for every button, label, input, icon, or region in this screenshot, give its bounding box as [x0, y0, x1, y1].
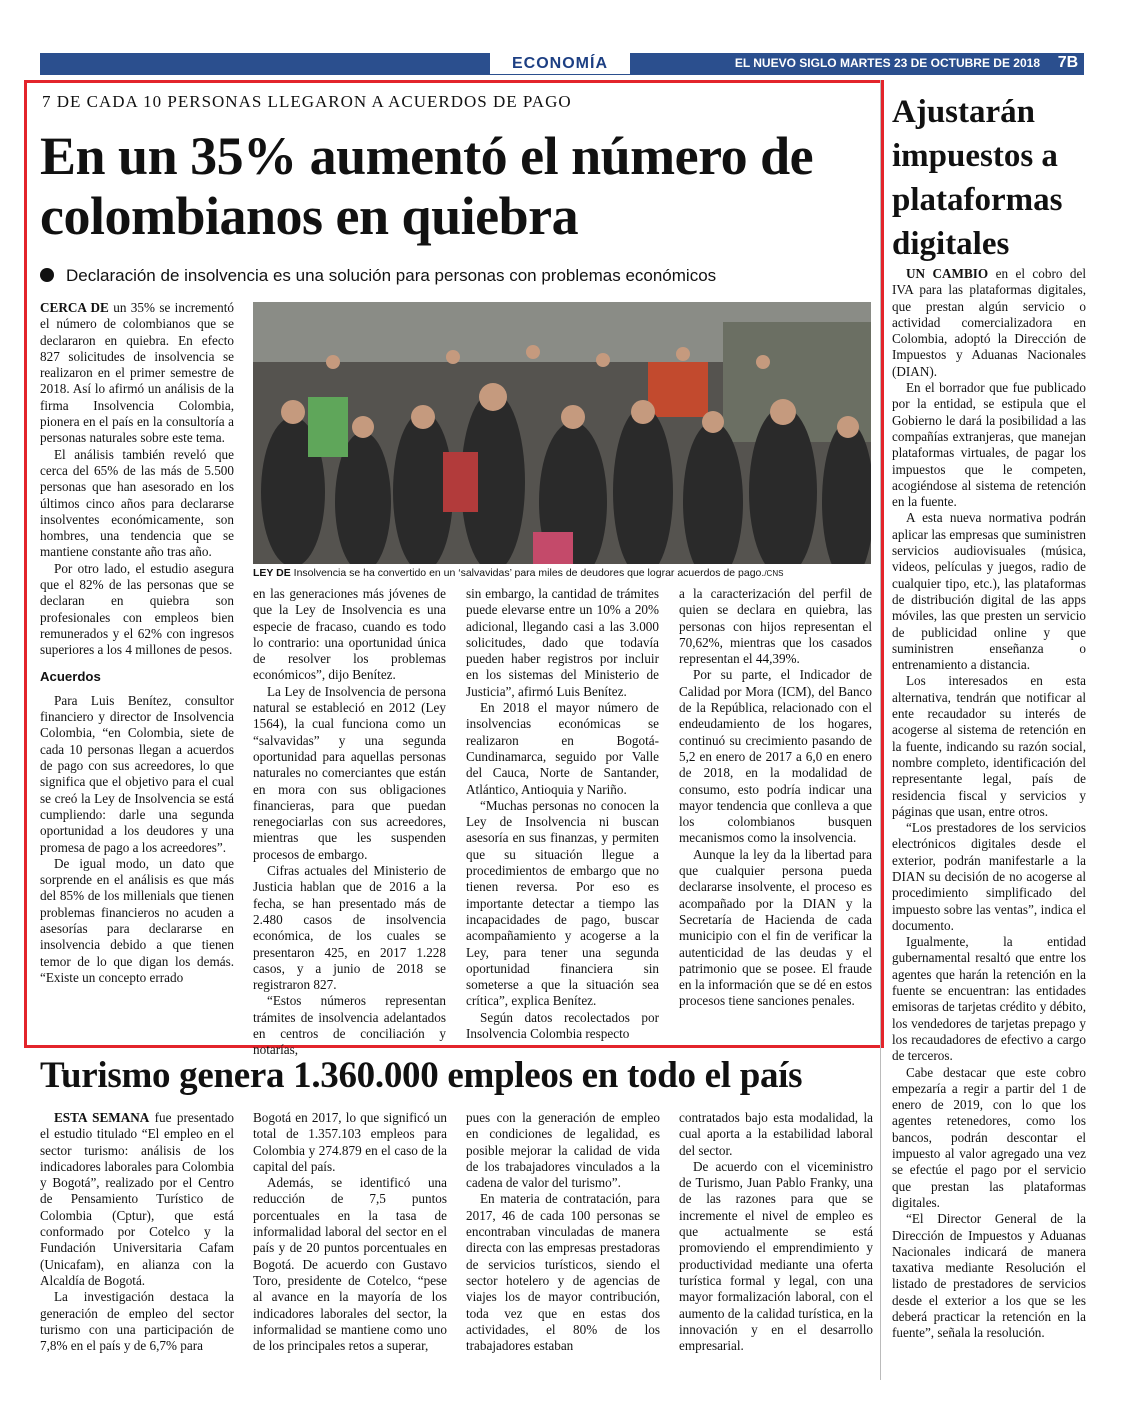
paragraph: La investigación destaca la generación de empleo del sector turismo con una participación de 7,8% en el país y de 6,7% para: [40, 1289, 234, 1354]
crowd-photo: [253, 302, 871, 564]
lead-word: UN CAMBIO: [906, 266, 989, 281]
subheading: Acuerdos: [40, 668, 101, 684]
paragraph: Los interesados en esta alternativa, tendrán que notificar al ente recaudador su interés de acogerse al sistema de retención en la fuente, indicando su razón social, nombre completo, identificación del representante legal, país de residencia fiscal y servicios y páginas que usan, entre otros.: [892, 673, 1086, 819]
paragraph: Según datos recolectados por Insolvencia Colombia respecto: [466, 1009, 659, 1042]
paragraph: Por su parte, el Indicador de Calidad por Mora (ICM), del Banco de la República, relacionado con el endeudamiento de los hogares, continuó su crecimiento pasando de 5,2 en enero de 2017 a 6,0 en enero de 2018, en la modalidad de consumo, esto podría indicar una mayor tendencia que conlleva a que los colombianos busquen mecanismos como la insolvencia.: [679, 667, 872, 846]
column-divider: [880, 80, 881, 1380]
tourism-column-4: [679, 1110, 873, 1354]
paragraph: CERCA DE un 35% se incrementó el número de colombianos que se declararon en quiebra. En efecto 827 solicitudes de insolvencia se realizaron en el primer semestre de 2018. Así lo afirmó un análisis de la firma Insolvencia Colombia, pionera en el país en la consultoría a personas naturales sobre este tema.: [40, 300, 234, 446]
paragraph: El análisis también reveló que cerca del 65% de las más de 5.500 personas que han asesorado en los últimos cinco años para declararse insolventes económicamente, son hombres, una tendencia que se mantiene constante año tras año.: [40, 446, 234, 560]
paragraph: De igual modo, un dato que sorprende en el análisis es que más del 85% de los millenials que tienen problemas financieros no acuden a asesorías para declararse en insolvencia debido a que tienen temor de lo que digan los demás. “Existe un concepto errado: [40, 855, 234, 985]
paragraph: en las generaciones más jóvenes de que la Ley de Insolvencia es una especie de fracaso, cuando es todo lo contrario: una oportunidad única de resolver los problemas económicos”, dijo Benítez.: [253, 586, 446, 683]
paragraph: “Muchas personas no conocen la Ley de Insolvencia ni buscan asesoría en sus finanzas, y permiten que su situación llegue a procedimientos de embargo que no tienen reversa. Por eso es importante detectar a tiempo las incapacidades de pago, buscar acompañamiento y acogerse a la Ley, para tener una segunda oportunidad financiera sin someterse a que la situación sea crítica”, explica Benítez.: [466, 797, 659, 1009]
paragraph: sin embargo, la cantidad de trámites puede elevarse entre un 10% a 20% adicional, llegando casi a las 3.000 solicitudes, dado que todavía pueden haber registros por incluir en los sistemas del Ministerio de Justicia”, afirmó Luis Benítez.: [466, 586, 659, 699]
article-headline: En un 35% aumentó el número de colombianos en quiebra: [40, 126, 814, 246]
date-line: EL NUEVO SIGLO MARTES 23 DE OCTUBRE DE 2018: [734, 56, 1040, 70]
paragraph: De acuerdo con el viceministro de Turismo, Juan Pablo Franky, una de las razones para que se incremente el nivel de empleo es que actualmente se está promoviendo el emprendimiento y productividad mediante una oferta turística formal y legal, con una mayor formalización laboral, con el aumento de la calidad turística, en la innovación y en el desarrollo empresarial.: [679, 1158, 873, 1354]
paragraph: pues con la generación de empleo en condiciones de legalidad, es posible mejorar la calidad de vida de los trabajadores vinculados a la cadena de valor del turismo”.: [466, 1110, 660, 1191]
crowd-image: [253, 302, 871, 564]
paragraph: “Los prestadores de los servicios electrónicos digitales desde el exterior, podrán manifestarle a la DIAN su decisión de no acogerse al procedimiento simplificado del impuesto sobre las ventas”, indica el documento.: [892, 820, 1086, 933]
lead-word: ESTA SEMANA: [54, 1110, 150, 1125]
subhead-text: Declaración de insolvencia es una solución para personas con problemas económicos: [66, 266, 717, 285]
side-column: [892, 266, 1086, 1342]
main-column-3: [466, 586, 659, 1042]
paragraph: a la caracterización del perfil de quien se declara en quiebra, las personas con hijos representan el 70,62%, mientras que los casados representan el 44,39%.: [679, 586, 872, 667]
paragraph: ESTA SEMANA fue presentado el estudio titulado “El empleo en el sector turismo: análisis de los indicadores laborales para Colombia y Bogotá”, realizado por el Centro de Pensamiento Turístico de Colombia (Cptur), que está conformado por Cotelco y la Fundación Universitaria Cafam (Unicafam), en alianza con la Alcaldía de Bogotá.: [40, 1110, 235, 1288]
tourism-headline: Turismo genera 1.360.000 empleos en todo el país: [40, 1055, 803, 1096]
caption-text: Insolvencia se ha convertido en un ‘salvavidas’ para miles de deudores que lograr acuerdos de pago.: [290, 567, 765, 579]
lead-word: CERCA DE: [40, 300, 109, 315]
photo-credit: /CNS: [764, 569, 784, 578]
paragraph: Igualmente, la entidad gubernamental resaltó que entre los agentes que harán la retención en la fuente se encuentran: las entidades emisoras de tarjetas crédito y débito, los vendedores de tarjetas prepago y los recaudadores de efectivo a cargo de terceros.: [892, 934, 1086, 1064]
paragraph: En 2018 el mayor número de insolvencias económicas se realizaron en Bogotá-Cundinamarca, seguido por Valle del Cauca, Norte de Santander, Atlántico, Antioquia y Nariño.: [466, 700, 659, 797]
paragraph: Además, se identificó una reducción de 7,5 puntos porcentuales en la tasa de informalidad laboral del sector en el país y de 20 puntos porcentuales en Bogotá. De acuerdo con Gustavo Toro, presidente de Cotelco, “pese al avance en la mayoría de los indicadores laborales del sector, la informalidad se mantiene como uno de los principales retos a superar,: [253, 1175, 447, 1354]
paragraph: Bogotá en 2017, lo que significó un total de 1.357.103 empleos para Colombia y 274.879 en el caso de la capital del país.: [253, 1110, 447, 1174]
paragraph: En el borrador que fue publicado por la entidad, se estipula que el Gobierno le dará la posibilidad a las compañías extranjeras, que manejan plataformas virtuales, de pagar los impuestos que le competen, acogiéndose al sistema de retención en la fuente.: [892, 380, 1086, 510]
article-kicker: 7 DE CADA 10 PERSONAS LLEGARON A ACUERDOS DE PAGO: [42, 92, 572, 111]
paragraph: Para Luis Benítez, consultor financiero y director de Insolvencia Colombia, “en Colombia, siete de cada 10 personas llegan a acuerdos de pago con sus acreedores, lo que significa que el objetivo para el cual se creó la Ley de Insolvencia se está cumpliendo: darle una segunda oportunidad a los deudores y una promesa de pago a los acreedores”.: [40, 692, 234, 855]
paragraph: “El Director General de la Dirección de Impuestos y Aduanas Nacionales indicará de manera taxativa mediante Resolución el listado de prestadores de servicios desde el exterior a los que se les deberá practicar la retención en la fuente”, señala la resolución.: [892, 1211, 1086, 1341]
paragraph: UN CAMBIO en el cobro del IVA para las plataformas digitales, que prestan algún servicio o actividad comercializadora en Colombia, adoptó la Dirección de Impuestos y Aduanas Nacionales (DIAN).: [892, 266, 1086, 379]
side-headline: Ajustarán impuestos a plataformas digitales: [892, 94, 1063, 262]
paragraph: Cabe destacar que este cobro empezaría a regir a partir del 1 de enero de 2019, con lo que los agentes retenedores, como los bancos, podrán descontar el impuesto al valor agregado una vez se efectúe el pago por el servicio que prestan las plataformas digitales.: [892, 1064, 1086, 1210]
tourism-column-2: [253, 1110, 447, 1354]
paragraph: En materia de contratación, para 2017, 46 de cada 100 personas se encontraban vinculadas de manera directa con las empresas prestadoras de servicios turísticos, siendo el sector hotelero y de agencias de viajes los de mayor contribución, toda vez que en estas dos actividades, el 80% de los trabajadores estaban: [466, 1191, 660, 1354]
paragraph: contratados bajo esta modalidad, la cual aporta a la estabilidad laboral del sector.: [679, 1110, 873, 1158]
article-subhead: [40, 266, 860, 286]
paragraph: A esta nueva normativa podrán aplicar las empresas que suministren servicios audiovisuales (música, videos, películas y juegos, radio de cualquier tipo, etc.), las plataformas de distribución digital de las apps móviles, las que presten un servicio de publicidad online y que suministren enseñanza o entrenamiento a distancia.: [892, 510, 1086, 673]
paragraph: Por otro lado, el estudio asegura que el 82% de las personas que se declaran en quiebra son profesionales con empleos bien remunerados y el 62% con ingresos superiores a los 4 millones de pesos.: [40, 560, 234, 658]
section-name: ECONOMÍA: [490, 52, 630, 74]
paragraph: Cifras actuales del Ministerio de Justicia hablan que de 2016 a la fecha, se han presentado más de 2.480 casos de insolvencia económica, de los cuales se presentaron 425, en 2017 1.228 casos, y a junio de 2018 se registraron 827.: [253, 863, 446, 993]
tourism-column-1: [40, 1110, 234, 1354]
tourism-column-3: [466, 1110, 660, 1354]
bullet-icon: [40, 268, 54, 282]
page-number: 7B: [1057, 54, 1079, 71]
paragraph: La Ley de Insolvencia de persona natural se estableció en 2012 (Ley 1564), la cual funciona como un “salvavidas” y una segunda oportunidad para aquellas personas naturales no comerciantes que están en mora con sus obligaciones financieras, para que puedan renegociarlas con sus acreedores, mientras que les suspenden procesos de embargo.: [253, 683, 446, 862]
photo-caption: [253, 566, 873, 581]
main-column-1: [40, 300, 234, 986]
paragraph: “Estos números representan trámites de insolvencia adelantados en centros de conciliación y notarías,: [253, 993, 446, 1058]
main-column-4: [679, 586, 872, 1010]
main-column-2: [253, 586, 446, 1059]
paragraph: Aunque la ley da la libertad para que cualquier persona pueda declararse insolvente, el proceso es acompañado por la DIAN y la Secretaría de Hacienda de cada municipio con el fin de verificar la autenticidad de las deudas y el patrimonio que se posee. El fraude en la información que se dé en estos procesos tiene sanciones penales.: [679, 846, 872, 1009]
caption-label: LEY DE: [253, 567, 291, 579]
